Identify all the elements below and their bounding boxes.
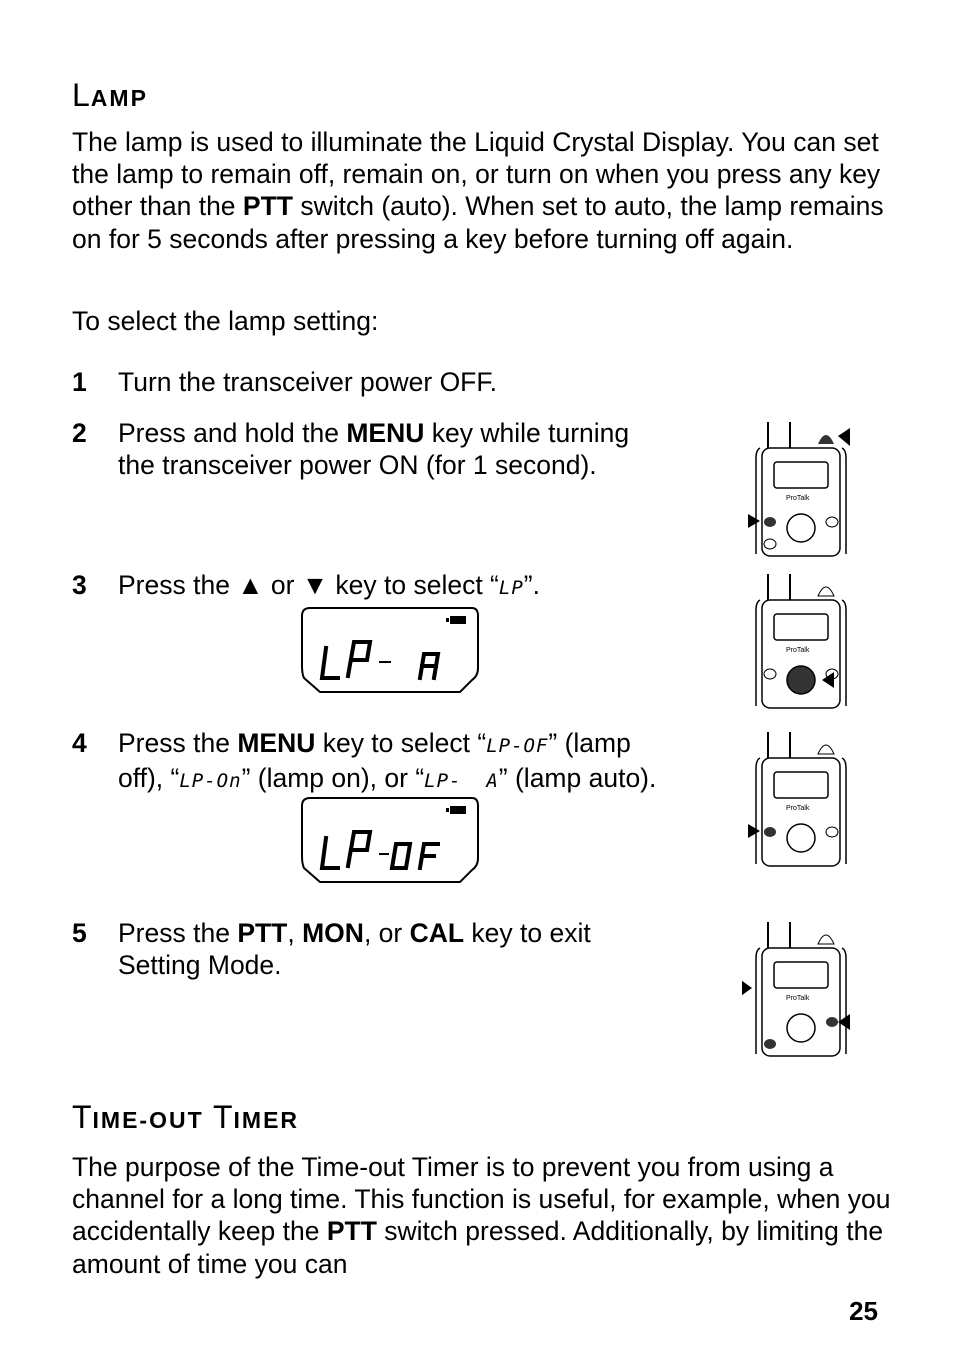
svg-text:ProTalk: ProTalk	[786, 647, 810, 654]
section-heading-time-out-timer	[72, 1100, 299, 1137]
menu-key-name: MENU	[346, 418, 425, 448]
heading-initial: T	[72, 1099, 93, 1135]
radio-icon	[742, 570, 852, 710]
arrow-icon	[822, 672, 834, 688]
step-number: 4	[72, 728, 87, 758]
battery-icon	[446, 806, 466, 814]
page-number: 25	[849, 1296, 878, 1326]
ptt-key-name: PTT	[242, 191, 293, 222]
lcd-display-lp-of	[300, 796, 480, 884]
ptt-key-name: PTT	[237, 918, 288, 948]
mon-key-name: MON	[302, 918, 364, 948]
section-heading-lamp	[72, 78, 148, 115]
timer-paragraph	[72, 1151, 892, 1280]
heading-initial: L	[72, 77, 91, 113]
svg-text:ProTalk: ProTalk	[786, 495, 810, 502]
paragraph-text: switch (auto). When set to auto, the lamp remains on for 5 seconds after pressing a key before turning off again.	[72, 191, 884, 254]
radio-illustration-step-3	[742, 570, 852, 710]
svg-text:ProTalk: ProTalk	[786, 995, 810, 1002]
lcd-code: LP	[498, 577, 524, 599]
step-number: 1	[72, 367, 87, 397]
heading-rest: IMER	[233, 1107, 300, 1133]
paragraph-text: The lamp is used to illuminate the Liquid Crystal Display. You can set the lamp to remain off, remain on, or turn on when you press any key other than the	[72, 127, 881, 222]
step-text: Press and hold the MENU key while turning the transceiver power ON (for 1 second).	[118, 418, 630, 480]
arrow-icon	[748, 514, 760, 528]
step-number: 2	[72, 418, 87, 448]
lcd-display-graphic	[300, 606, 480, 694]
radio-illustration-step-5	[742, 918, 852, 1058]
step-number: 3	[72, 570, 87, 600]
lamp-paragraph	[72, 126, 892, 255]
lcd-code: LP-On	[179, 770, 242, 792]
paragraph-text: The purpose of the Time-out Timer is to prevent you from using a channel for a long time. This function is useful, for example, when you accidentally keep the	[72, 1152, 891, 1247]
radio-illustration-step-2	[742, 418, 852, 558]
svg-text:ProTalk: ProTalk	[786, 805, 810, 812]
battery-icon	[446, 616, 466, 624]
step-text: Turn the transceiver power OFF.	[118, 367, 497, 397]
radio-icon	[742, 728, 852, 868]
step-text: Press the ▲ or ▼ key to select “LP”.	[118, 570, 540, 600]
arrow-icon	[748, 824, 760, 838]
cal-key-name: CAL	[409, 918, 465, 948]
lcd-display-graphic	[300, 796, 480, 884]
ptt-key-name: PTT	[326, 1216, 377, 1247]
step-number: 5	[72, 918, 87, 948]
arrow-icon	[838, 428, 850, 446]
radio-icon	[742, 418, 852, 558]
radio-icon	[742, 918, 852, 1058]
heading-rest: AMP	[90, 85, 148, 111]
menu-key-name: MENU	[237, 728, 316, 758]
step-text: Press the MENU key to select “LP-OF” (lamp off), “LP-On” (lamp on), or “LP- A” (lamp auto).	[118, 728, 657, 793]
lcd-code: LP-OF	[486, 735, 549, 757]
step-text: Press the PTT, MON, or CAL key to exit Setting Mode.	[118, 918, 591, 980]
heading-initial: T	[212, 1099, 234, 1135]
arrow-icon	[742, 978, 752, 998]
lcd-code: LP- A	[424, 770, 499, 792]
paragraph-text: switch pressed. Additionally, by limiting the amount of time you can	[72, 1216, 884, 1279]
select-intro: To select the lamp setting:	[72, 306, 379, 336]
radio-illustration-step-4	[742, 728, 852, 868]
lcd-display-lp-a	[300, 606, 480, 694]
heading-rest: IME-OUT	[92, 1107, 204, 1133]
